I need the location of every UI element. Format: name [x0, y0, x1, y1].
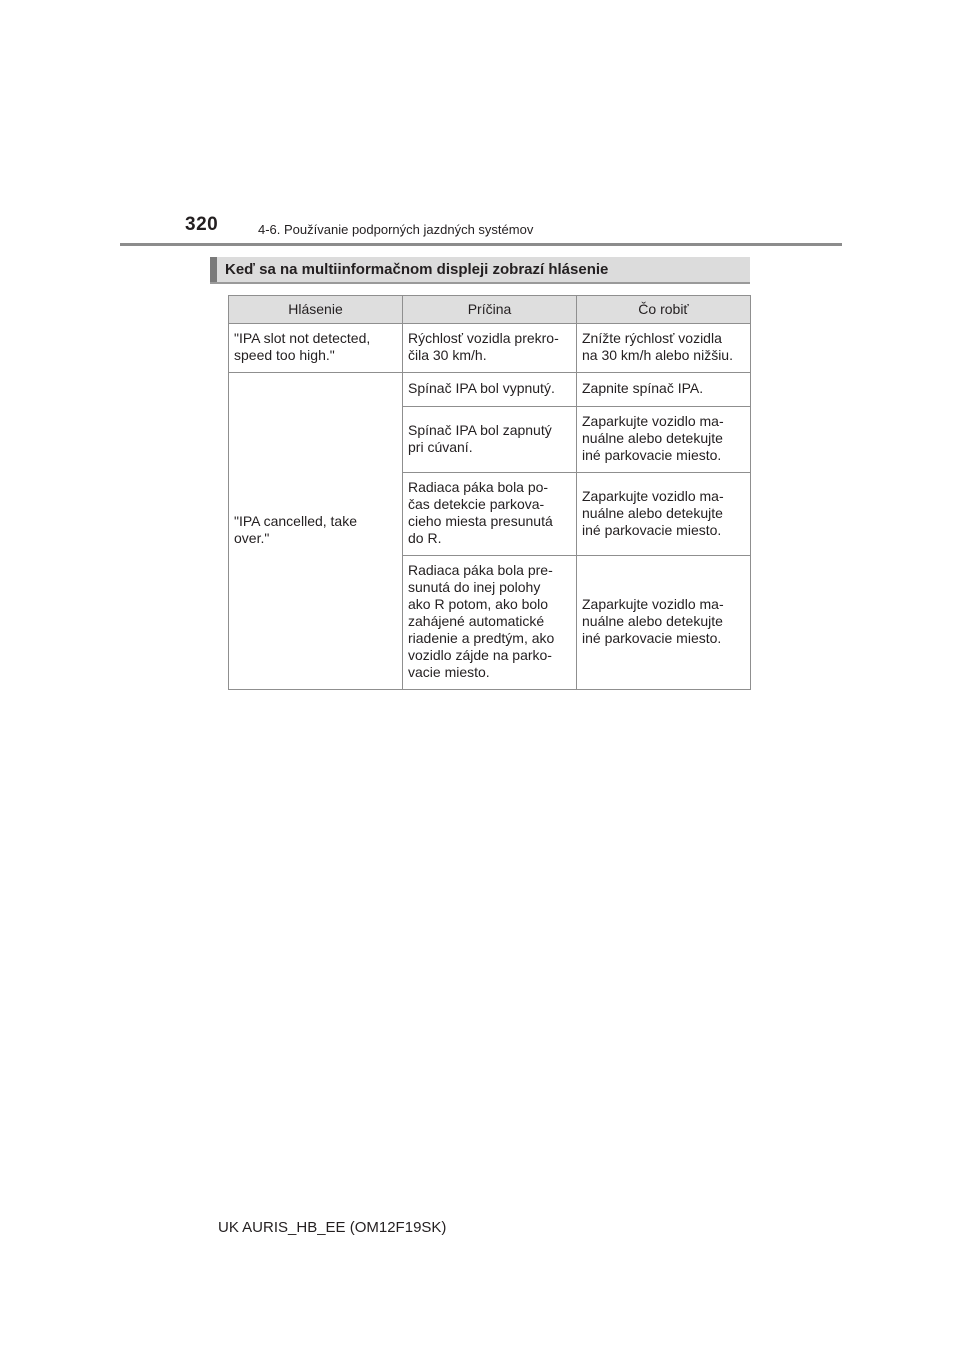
table-row: [229, 373, 751, 407]
header-rule: [120, 243, 842, 246]
cause-cell: Rýchlosť vozidla prekro- čila 30 km/h.: [403, 324, 577, 373]
footer-code: UK AURIS_HB_EE (OM12F19SK): [218, 1219, 447, 1236]
section-title: 4-6. Používanie podporných jazdných systémov: [258, 222, 534, 237]
page-number: 320: [185, 214, 219, 235]
subsection-bar: [210, 257, 750, 284]
cause-cell: Radiaca páka bola po- čas detekcie parkova- cieho miesta presunutá do R.: [403, 473, 577, 556]
table-header-row: [229, 296, 751, 324]
subsection-accent: [210, 257, 217, 282]
action-cell: Zaparkujte vozidlo ma- nuálne alebo detekujte iné parkovacie miesto.: [577, 556, 751, 690]
column-header-cause: Príčina: [403, 296, 577, 324]
cause-cell: Spínač IPA bol zapnutý pri cúvaní.: [403, 407, 577, 473]
action-cell: Znížte rýchlosť vozidla na 30 km/h alebo nižšiu.: [577, 324, 751, 373]
action-cell: Zapnite spínač IPA.: [577, 373, 751, 407]
column-header-message: Hlásenie: [229, 296, 403, 324]
action-cell: Zaparkujte vozidlo ma- nuálne alebo detekujte iné parkovacie miesto.: [577, 407, 751, 473]
action-cell: Zaparkujte vozidlo ma- nuálne alebo detekujte iné parkovacie miesto.: [577, 473, 751, 556]
cause-cell: Spínač IPA bol vypnutý.: [403, 373, 577, 407]
table-row: [229, 324, 751, 373]
message-cell: "IPA slot not detected, speed too high.": [229, 324, 403, 373]
subsection-title: Keď sa na multiinformačnom displeji zobrazí hlásenie: [225, 261, 609, 278]
message-table: [228, 295, 751, 690]
column-header-action: Čo robiť: [577, 296, 751, 324]
cause-cell: Radiaca páka bola pre- sunutá do inej polohy ako R potom, ako bolo zahájené automatické riadenie a predtým, ako vozidlo zájde na parko- vacie miesto.: [403, 556, 577, 690]
message-cell: "IPA cancelled, take over.": [229, 373, 403, 690]
